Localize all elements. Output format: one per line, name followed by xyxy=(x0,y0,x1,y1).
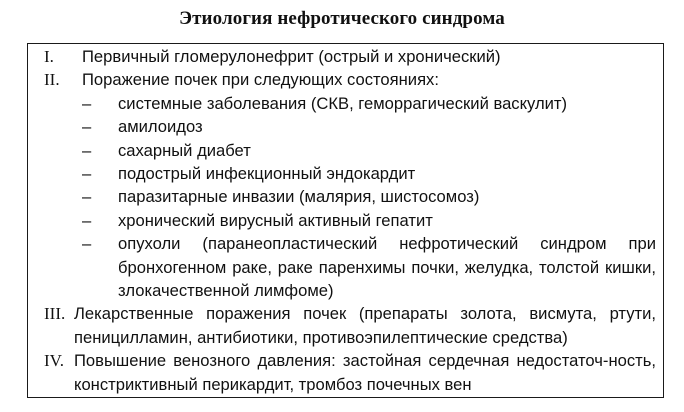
dash-marker: – xyxy=(82,140,92,160)
dash-marker: – xyxy=(82,164,92,184)
item-number: III. xyxy=(44,304,66,324)
dash-marker: – xyxy=(82,93,92,113)
sub-item xyxy=(44,209,664,232)
item-number: II. xyxy=(44,70,60,90)
sub-item xyxy=(44,162,664,185)
sub-item xyxy=(44,139,664,162)
sub-item xyxy=(44,232,664,302)
item-number: I. xyxy=(44,47,54,66)
item-text: Лекарственные поражения почек (препараты золота, висмута, ртути, пеницилламин, антибиотики, противоэпилептические средства) xyxy=(74,304,656,347)
item-text: Поражение почек при следующих состояниях: xyxy=(82,70,439,90)
dash-marker: – xyxy=(82,117,92,137)
list-item-1 xyxy=(44,45,664,68)
item-text: Повышение венозного давления: застойная сердечная недостаточ-ность, констриктивный перикардит, тромбоз почечных вен xyxy=(74,351,656,394)
sub-item xyxy=(44,185,664,208)
list-item-4 xyxy=(44,349,664,396)
sub-item-text: подострый инфекционный эндокардит xyxy=(118,164,416,184)
sub-item-text: сахарный диабет xyxy=(118,140,251,160)
item-text: Первичный гломерулонефрит (острый и хронический) xyxy=(82,47,501,66)
sub-item-text: хронический вирусный активный гепатит xyxy=(118,210,433,230)
table-title: Этиология нефротического синдрома xyxy=(179,8,505,29)
dash-marker: – xyxy=(82,234,92,254)
sub-item-text: амилоидоз xyxy=(118,117,203,137)
list-item-2 xyxy=(44,68,664,91)
dash-marker: – xyxy=(82,210,92,230)
sub-item xyxy=(44,115,664,138)
sub-item xyxy=(44,92,664,115)
sub-item-text: паразитарные инвазии (малярия, шистосомоз) xyxy=(118,187,480,207)
sub-item-text: системные заболевания (СКВ, геморрагический васкулит) xyxy=(118,93,568,113)
dash-marker: – xyxy=(82,187,92,207)
etiology-list xyxy=(44,45,664,396)
item-number: IV. xyxy=(44,351,64,371)
list-item-3 xyxy=(44,302,664,349)
sub-item-text: опухоли (паранеопластический нефротический синдром при бронхогенном раке, раке паренхимы почки, желудка, толстой кишки, злокачественной лимфоме) xyxy=(118,234,656,301)
